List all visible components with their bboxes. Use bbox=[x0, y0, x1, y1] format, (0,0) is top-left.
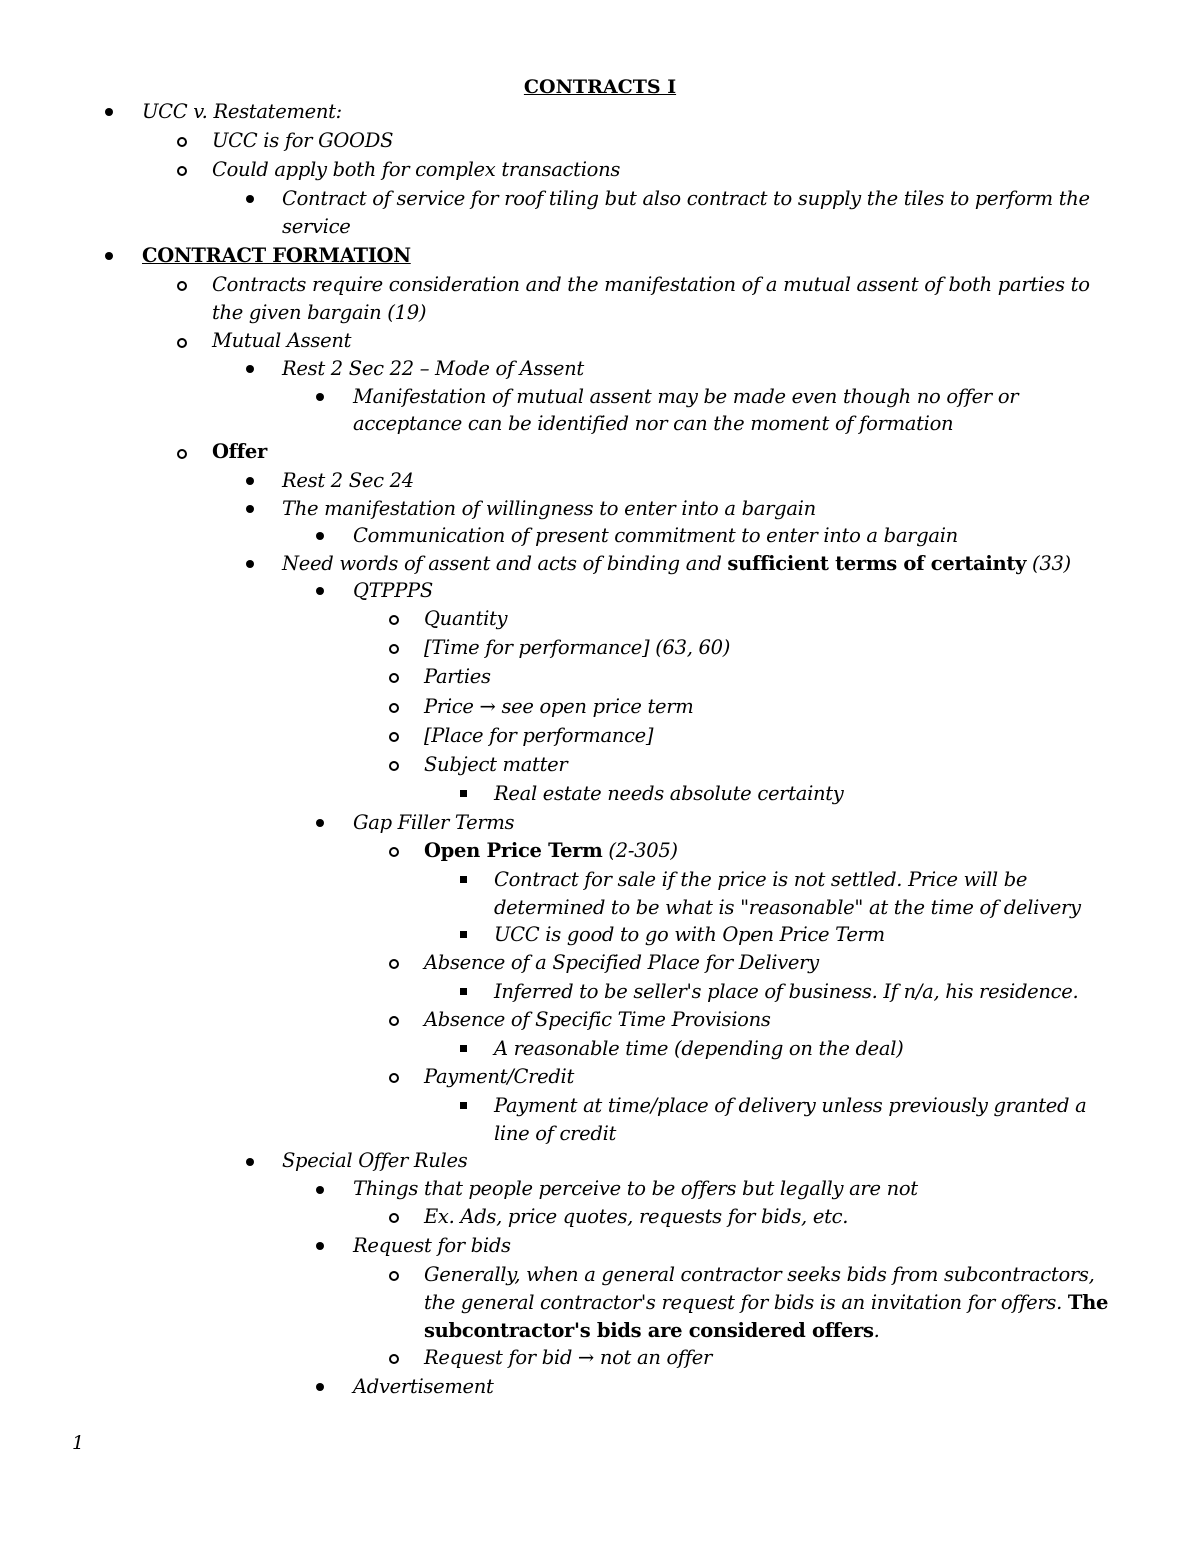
bullet-circle bbox=[389, 1213, 399, 1223]
outline-item: QTPPPS bbox=[353, 579, 433, 602]
outline-item-continued: determined to be what is "reasonable" at the time of delivery bbox=[494, 896, 1081, 919]
bullet-dot bbox=[316, 1242, 324, 1250]
bullet-dot bbox=[316, 1383, 324, 1391]
outline-item-continued: the given bargain (19) bbox=[212, 301, 427, 324]
outline-item bbox=[424, 837, 678, 864]
outline-item: Generally, when a general contractor seeks bids from subcontractors, bbox=[424, 1263, 1095, 1286]
outline-item-continued: acceptance can be identified nor can the moment of formation bbox=[353, 412, 954, 435]
section-heading: CONTRACT FORMATION bbox=[142, 244, 411, 267]
bullet-dot bbox=[246, 365, 254, 373]
page-number: 1 bbox=[72, 1432, 85, 1454]
outline-item: Mutual Assent bbox=[212, 329, 352, 352]
bullet-dot bbox=[316, 587, 324, 595]
outline-item: Inferred to be seller's place of business. If n/a, his residence. bbox=[494, 980, 1079, 1003]
emphasis-text: subcontractor's bids are considered offers bbox=[424, 1319, 874, 1342]
outline-item: Could apply both for complex transactions bbox=[212, 158, 621, 181]
bullet-circle bbox=[177, 137, 187, 147]
outline-text: (33) bbox=[1026, 552, 1071, 575]
outline-item: Advertisement bbox=[353, 1375, 494, 1398]
bullet-circle bbox=[389, 1271, 399, 1281]
bullet-circle bbox=[389, 644, 399, 654]
bullet-circle bbox=[177, 449, 187, 459]
bullet-square bbox=[460, 1102, 467, 1109]
outline-item: Contract of service for roof tiling but also contract to supply the tiles to perform the bbox=[282, 187, 1090, 210]
outline-text: . bbox=[873, 1319, 880, 1342]
bullet-circle bbox=[389, 847, 399, 857]
bullet-square bbox=[460, 931, 467, 938]
outline-item: Payment at time/place of delivery unless previously granted a bbox=[494, 1094, 1087, 1117]
outline-item: Things that people perceive to be offers but legally are not bbox=[353, 1177, 918, 1200]
emphasis-text: Open Price Term bbox=[424, 839, 603, 862]
bullet-circle bbox=[389, 703, 399, 713]
bullet-circle bbox=[177, 338, 187, 348]
emphasis-text: sufficient terms of certainty bbox=[727, 552, 1027, 575]
bullet-dot bbox=[246, 560, 254, 568]
bullet-dot bbox=[246, 477, 254, 485]
outline-text: the general contractor's request for bids is an invitation for offers. bbox=[424, 1291, 1068, 1314]
subheading-line bbox=[212, 438, 267, 465]
outline-item: Rest 2 Sec 24 bbox=[282, 469, 414, 492]
bullet-dot bbox=[246, 505, 254, 513]
outline-item: Contract for sale if the price is not settled. Price will be bbox=[494, 868, 1028, 891]
bullet-circle bbox=[389, 732, 399, 742]
outline-item: Ex. Ads, price quotes, requests for bids, etc. bbox=[424, 1205, 849, 1228]
bullet-circle bbox=[177, 281, 187, 291]
outline-item: Communication of present commitment to enter into a bargain bbox=[353, 524, 958, 547]
bullet-dot bbox=[105, 252, 113, 260]
bullet-square bbox=[460, 876, 467, 883]
outline-item-continued bbox=[424, 1317, 880, 1344]
outline-item: Payment/Credit bbox=[424, 1065, 575, 1088]
outline-item: Manifestation of mutual assent may be made even though no offer or bbox=[353, 385, 1019, 408]
bullet-circle bbox=[389, 673, 399, 683]
outline-item: [Place for performance] bbox=[424, 724, 654, 747]
outline-item: Real estate needs absolute certainty bbox=[494, 782, 844, 805]
bullet-dot bbox=[246, 195, 254, 203]
outline-item: The manifestation of willingness to enter into a bargain bbox=[282, 497, 816, 520]
outline-item: Rest 2 Sec 22 – Mode of Assent bbox=[282, 357, 584, 380]
bullet-dot bbox=[246, 1158, 254, 1166]
bullet-dot bbox=[316, 819, 324, 827]
outline-item bbox=[282, 550, 1071, 577]
outline-item: Price → see open price term bbox=[424, 695, 694, 718]
outline-item: Contracts require consideration and the manifestation of a mutual assent of both parties to bbox=[212, 273, 1090, 296]
outline-item: Request for bid → not an offer bbox=[424, 1346, 713, 1369]
bullet-dot bbox=[316, 393, 324, 401]
outline-item: Special Offer Rules bbox=[282, 1149, 468, 1172]
bullet-circle bbox=[389, 1016, 399, 1026]
outline-text: Need words of assent and acts of binding and bbox=[282, 552, 728, 575]
outline-item: A reasonable time (depending on the deal) bbox=[494, 1037, 904, 1060]
outline-item: Parties bbox=[424, 665, 491, 688]
bullet-circle bbox=[389, 1354, 399, 1364]
bullet-circle bbox=[389, 761, 399, 771]
outline-text: (2-305) bbox=[602, 839, 678, 862]
bullet-circle bbox=[389, 959, 399, 969]
outline-item-continued: service bbox=[282, 215, 351, 238]
outline-item: Absence of a Specified Place for Delivery bbox=[424, 951, 819, 974]
page-title: CONTRACTS I bbox=[523, 76, 677, 98]
outline-item: Subject matter bbox=[424, 753, 568, 776]
bullet-square bbox=[460, 988, 467, 995]
outline-item: UCC v. Restatement: bbox=[142, 100, 342, 123]
outline-item: UCC is good to go with Open Price Term bbox=[494, 923, 885, 946]
outline-item: Request for bids bbox=[353, 1234, 511, 1257]
bullet-circle bbox=[389, 1073, 399, 1083]
subheading-offer: Offer bbox=[212, 440, 267, 463]
bullet-circle bbox=[177, 166, 187, 176]
outline-item: UCC is for GOODS bbox=[212, 129, 394, 152]
emphasis-text: The bbox=[1067, 1291, 1109, 1314]
outline-item: Quantity bbox=[424, 607, 508, 630]
outline-item-continued: line of credit bbox=[494, 1122, 617, 1145]
bullet-dot bbox=[316, 1186, 324, 1194]
section-heading-line bbox=[142, 242, 411, 269]
bullet-square bbox=[460, 790, 467, 797]
outline-item: [Time for performance] (63, 60) bbox=[424, 636, 731, 659]
bullet-dot bbox=[105, 108, 113, 116]
bullet-square bbox=[460, 1045, 467, 1052]
outline-item: Gap Filler Terms bbox=[353, 811, 515, 834]
bullet-dot bbox=[316, 532, 324, 540]
bullet-circle bbox=[389, 615, 399, 625]
outline-item: Absence of Specific Time Provisions bbox=[424, 1008, 771, 1031]
outline-item-continued bbox=[424, 1289, 1108, 1316]
